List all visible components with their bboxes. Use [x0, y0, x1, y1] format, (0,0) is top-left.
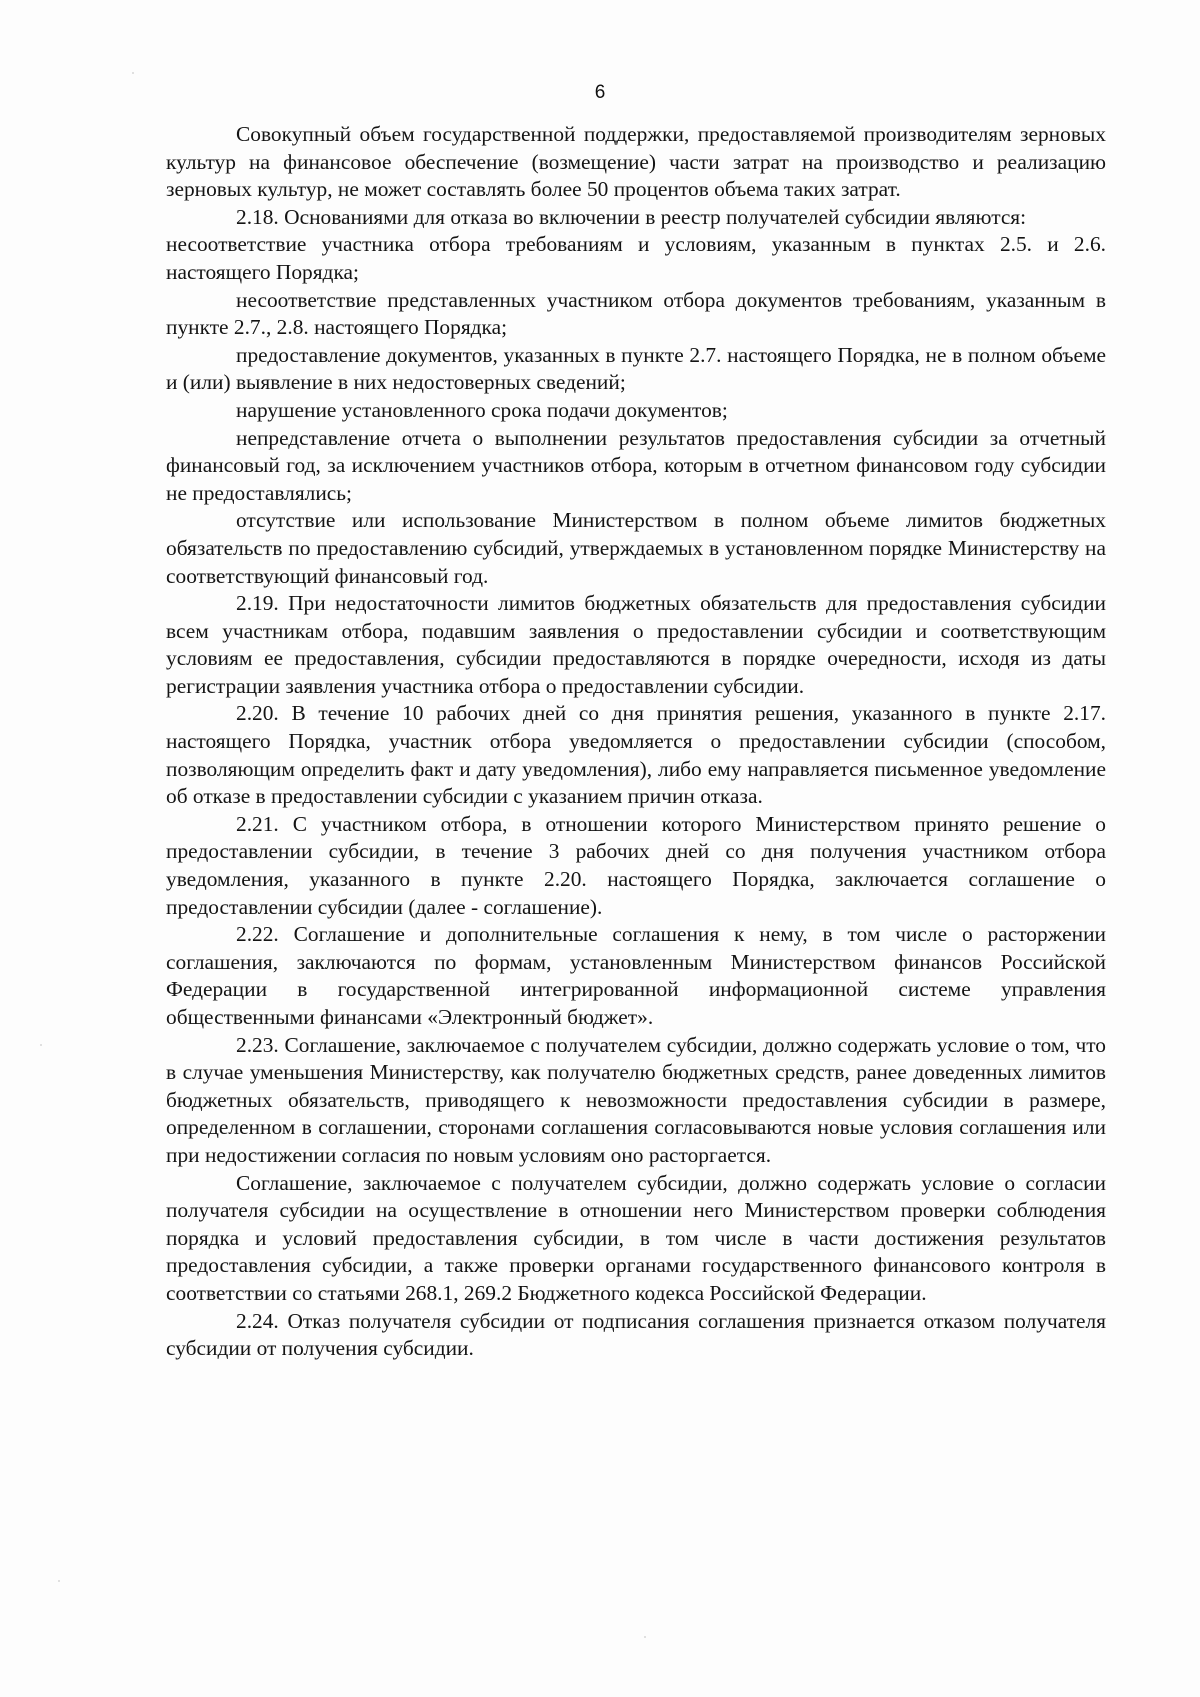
paragraph-2-18-item-3: предоставление документов, указанных в пункте 2.7. настоящего Порядка, не в полном объеме и (или) выявление в них недостоверных сведений; [166, 342, 1106, 395]
scan-speck [644, 1636, 646, 1638]
scan-speck [58, 1580, 60, 1582]
paragraph-2-18-item-6: отсутствие или использование Министерством в полном объеме лимитов бюджетных обязательств по предоставлению субсидий, утверждаемых в установленном порядке Министерству на соответствующий финансовый год. [166, 508, 1106, 588]
paragraph-total-support: Совокупный объем государственной поддержки, предоставляемой производителям зерновых культур на финансовое обеспечение (возмещение) части затрат на производство и реализацию зерновых культур, не может составлять более 50 процентов объема таких затрат. [166, 122, 1106, 202]
paragraph-2-21: 2.21. С участником отбора, в отношении которого Министерством принято решение о предоставлении субсидии, в течение 3 рабочих дней со дня получения участником отбора уведомления, указанного в пункте 2.20. настоящего Порядка, заключается соглашение о предоставлении субсидии (далее - соглашение). [166, 811, 1106, 919]
paragraph-2-18-item-2: несоответствие представленных участником отбора документов требованиям, указанным в пункте 2.7., 2.8. настоящего Порядка; [166, 287, 1106, 340]
paragraph-2-18-item-4: нарушение установленного срока подачи документов; [236, 397, 728, 422]
page-number: 6 [594, 82, 606, 103]
document-body [166, 121, 1106, 1363]
paragraph-2-18: 2.18. Основаниями для отказа во включении в реестр получателей субсидии являются: [236, 204, 1027, 229]
paragraph-2-19: 2.19. При недостаточности лимитов бюджетных обязательств для предоставления субсидии всем участникам отбора, подавшим заявления о предоставлении субсидии и соответствующим условиям ее предоставления, субсидии предоставляются в порядке очередности, исходя из даты регистрации заявления участника отбора о предоставлении субсидии. [166, 591, 1106, 698]
paragraph-2-22: 2.22. Соглашение и дополнительные соглашения к нему, в том числе о расторжении соглашения, заключаются по формам, установленным Министерством финансов Российской Федерации в государственной интегрированной информационной системе управления общественными финансами «Электронный бюджет». [166, 922, 1106, 1029]
paragraph-2-23: 2.23. Соглашение, заключаемое с получателем субсидии, должно содержать условие о том, что в случае уменьшения Министерству, как получателю бюджетных средств, ранее доведенных лимитов бюджетных обязательств, приводящего к невозможности предоставления субсидии в размере, определенном в соглашении, сторонами соглашения согласовываются новые условия соглашения или при недостижении согласия по новым условиям оно расторгается. [166, 1032, 1106, 1167]
scan-speck [40, 1044, 42, 1046]
paragraph-2-24: 2.24. Отказ получателя субсидии от подписания соглашения признается отказом получателя субсидии от получения субсидии. [166, 1308, 1106, 1361]
paragraph-2-18-item-5: непредставление отчета о выполнении результатов предоставления субсидии за отчетный финансовый год, за исключением участников отбора, которым в отчетном финансовом году субсидии не предоставлялись; [166, 425, 1106, 505]
paragraph-2-20: 2.20. В течение 10 рабочих дней со дня принятия решения, указанного в пункте 2.17. настоящего Порядка, участник отбора уведомляется о предоставлении субсидии (способом, позволяющим определить факт и дату уведомления), либо ему направляется письменное уведомление об отказе в предоставлении субсидии с указанием причин отказа. [166, 701, 1106, 809]
paragraph-2-18-item-1: несоответствие участника отбора требованиям и условиям, указанным в пунктах 2.5. и 2.6. настоящего Порядка; [166, 232, 1106, 284]
scan-speck [132, 72, 134, 74]
paragraph-2-23-consent: Соглашение, заключаемое с получателем субсидии, должно содержать условие о согласии получателя субсидии на осуществление в отношении него Министерством проверки соблюдения порядка и условий предоставления субсидии, в том числе в части достижения результатов предоставления субсидии, а также проверки органами государственного финансового контроля в соответствии со статьями 268.1, 269.2 Бюджетного кодекса Российской Федерации. [166, 1170, 1106, 1305]
